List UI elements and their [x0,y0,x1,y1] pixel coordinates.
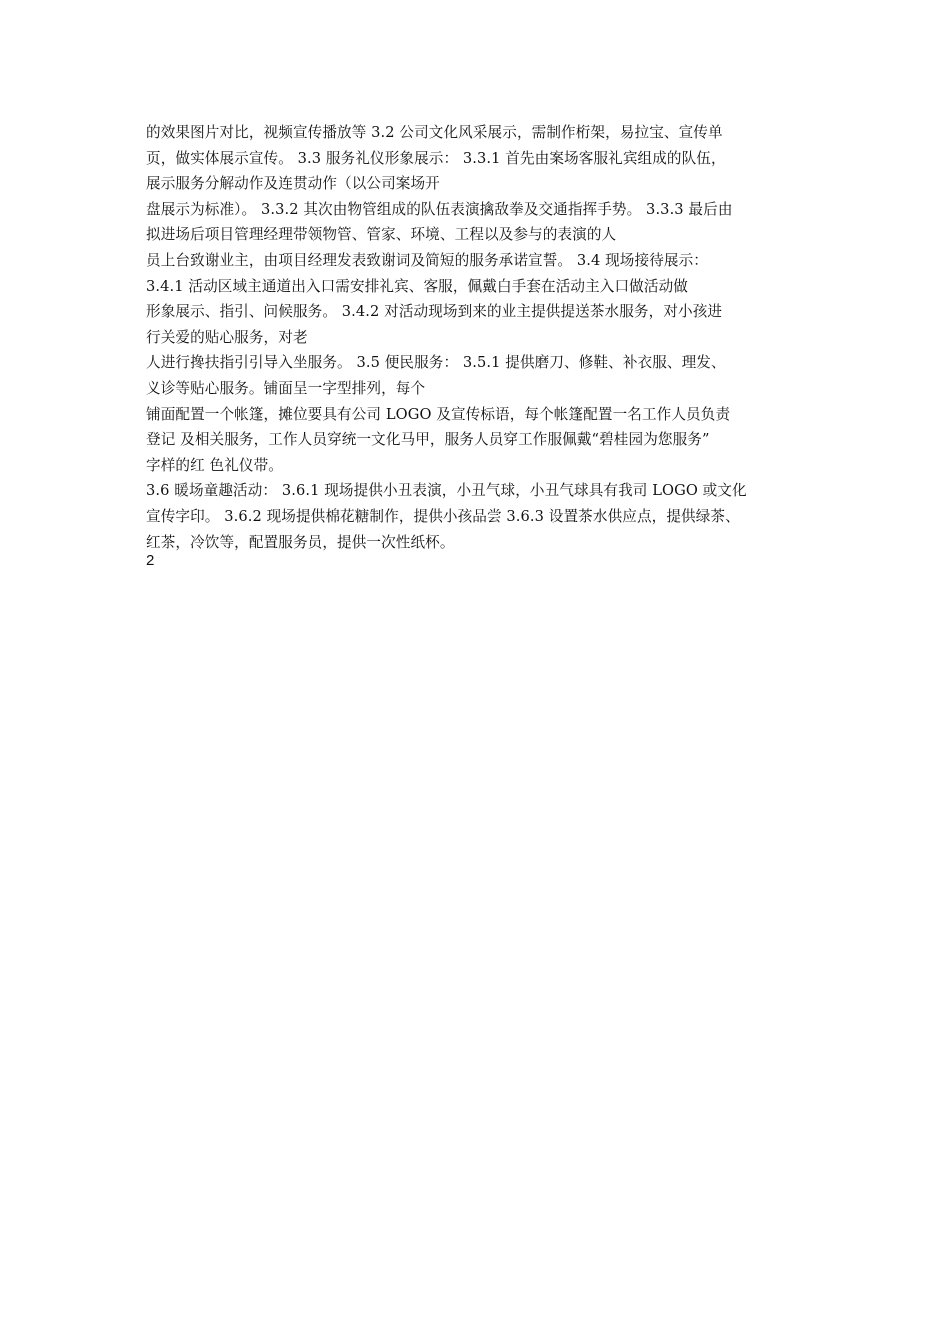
text-line: 宣传字印。 3.6.2 现场提供棉花糖制作，提供小孩品尝 3.6.3 设置茶水供应点，提供绿茶、 [146,507,740,525]
text-line: 行关爱的贴心服务，对老 [146,328,308,346]
text-line: 字样的红 色礼仪带。 [146,456,283,474]
text-line: 盘展示为标准）。 3.3.2 其次由物管组成的队伍表演擒敌拳及交通指挥手势。 3.3.3 最后由 [146,200,733,218]
text-line: 页，做实体展示宣传。 3.3 服务礼仪形象展示： 3.3.1 首先由案场客服礼宾组成的队伍， [146,149,726,167]
text-line: 展示服务分解动作及连贯动作（以公司案场开 [146,175,440,193]
body-text [146,120,814,555]
text-line: 3.4.1 活动区域主通道出入口需安排礼宾、客服，佩戴白手套在活动主入口做活动做 [146,277,688,295]
text-line: 红茶，冷饮等，配置服务员，提供一次性纸杯。 [146,533,455,551]
text-line: 拟进场后项目管理经理带领物管、管家、环境、工程以及参与的表演的人 [146,226,617,244]
text-line: 铺面配置一个帐篷，摊位要具有公司 LOGO 及宣传标语，每个帐篷配置一名工作人员负责 [146,405,731,423]
text-line: 员上台致谢业主，由项目经理发表致谢词及简短的服务承诺宣誓。 3.4 现场接待展示： [146,251,708,269]
text-line: 义诊等贴心服务。铺面呈一字型排列，每个 [146,379,426,397]
text-line: 形象展示、指引、问候服务。 3.4.2 对活动现场到来的业主提供提送茶水服务，对小孩进 [146,303,723,321]
text-line: 人进行搀扶指引引导入坐服务。 3.5 便民服务： 3.5.1 提供磨刀、修鞋、补衣服、理发、 [146,354,726,372]
text-line: 登记 及相关服务，工作人员穿统一文化马甲，服务人员穿工作服佩戴“碧桂园为您服务” [146,431,710,449]
page-number: 2 [146,552,155,569]
text-line: 的效果图片对比，视频宣传播放等 3.2 公司文化风采展示，需制作桁架，易拉宝、宣传单 [146,124,723,141]
text-line: 3.6 暖场童趣活动： 3.6.1 现场提供小丑表演，小丑气球，小丑气球具有我司 LOGO 或文化 [146,482,747,500]
